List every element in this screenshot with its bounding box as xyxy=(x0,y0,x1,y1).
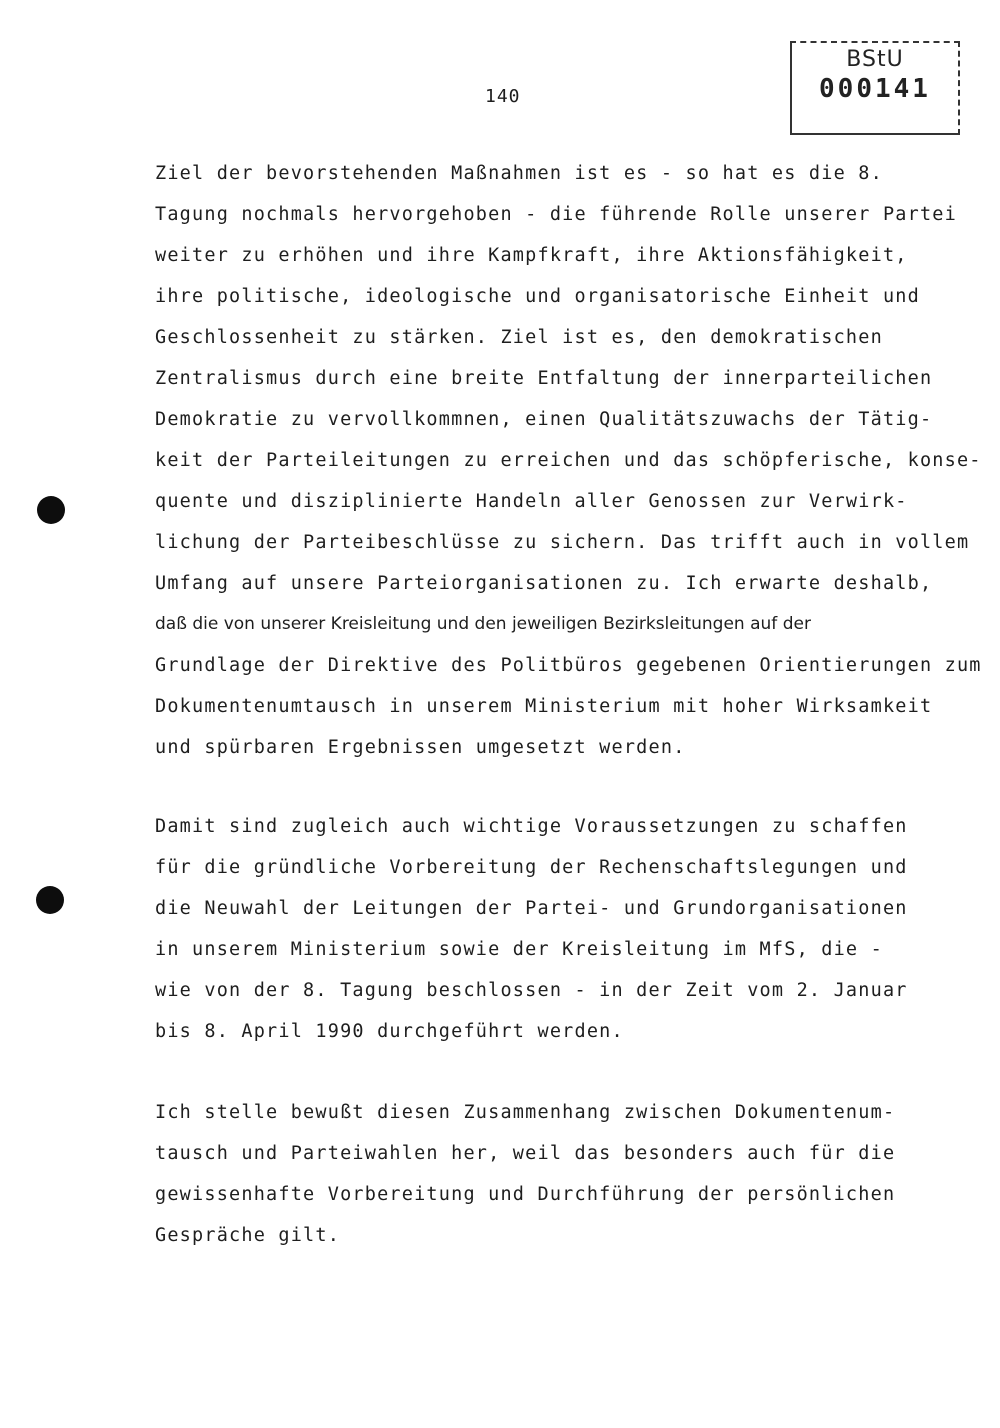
punch-hole xyxy=(36,886,64,914)
text-line: tausch und Parteiwahlen her, weil das besonders auch für die xyxy=(155,1143,896,1164)
text-line: Grundlage der Direktive des Politbüros gegebenen Orientierungen zum xyxy=(155,655,982,676)
page-number: 140 xyxy=(485,86,521,107)
text-line: Ziel der bevorstehenden Maßnahmen ist es - so hat es die 8. xyxy=(155,163,883,184)
text-line: Gespräche gilt. xyxy=(155,1225,341,1246)
text-line: keit der Parteileitungen zu erreichen und das schöpferische, konse- xyxy=(155,450,982,471)
text-line: daß die von unserer Kreisleitung und den jeweiligen Bezirksleitungen auf der xyxy=(155,614,811,634)
text-line: lichung der Parteibeschlüsse zu sichern. Das trifft auch in vollem xyxy=(155,532,970,553)
stamp-number: 000141 xyxy=(819,74,931,104)
text-line: Geschlossenheit zu stärken. Ziel ist es, den demokratischen xyxy=(155,327,883,348)
archive-stamp xyxy=(790,41,960,135)
text-line: Zentralismus durch eine breite Entfaltung der innerparteilichen xyxy=(155,368,933,389)
text-line: Ich stelle bewußt diesen Zusammenhang zwischen Dokumentenum- xyxy=(155,1102,896,1123)
text-line: bis 8. April 1990 durchgeführt werden. xyxy=(155,1021,624,1042)
stamp-title: BStU xyxy=(846,47,904,72)
punch-hole xyxy=(37,496,65,524)
text-line: weiter zu erhöhen und ihre Kampfkraft, ihre Aktionsfähigkeit, xyxy=(155,245,908,266)
paragraph-1 xyxy=(155,153,982,768)
text-line: wie von der 8. Tagung beschlossen - in der Zeit vom 2. Januar xyxy=(155,980,908,1001)
text-line: Dokumentenumtausch in unserem Ministerium mit hoher Wirksamkeit xyxy=(155,696,933,717)
text-line: gewissenhafte Vorbereitung und Durchführung der persönlichen xyxy=(155,1184,896,1205)
text-line: quente und disziplinierte Handeln aller Genossen zur Verwirk- xyxy=(155,491,908,512)
text-line: Tagung nochmals hervorgehoben - die führende Rolle unserer Partei xyxy=(155,204,957,225)
text-line: für die gründliche Vorbereitung der Rechenschaftslegungen und xyxy=(155,857,908,878)
text-line: ihre politische, ideologische und organisatorische Einheit und xyxy=(155,286,920,307)
text-line: und spürbaren Ergebnissen umgesetzt werden. xyxy=(155,737,686,758)
text-line: Demokratie zu vervollkommnen, einen Qualitätszuwachs der Tätig- xyxy=(155,409,933,430)
text-line: Umfang auf unsere Parteiorganisationen zu. Ich erwarte deshalb, xyxy=(155,573,933,594)
text-line: die Neuwahl der Leitungen der Partei- und Grundorganisationen xyxy=(155,898,908,919)
paragraph-2 xyxy=(155,806,965,1052)
paragraph-3 xyxy=(155,1092,965,1256)
text-line: Damit sind zugleich auch wichtige Voraussetzungen zu schaffen xyxy=(155,816,908,837)
text-line: in unserem Ministerium sowie der Kreisleitung im MfS, die - xyxy=(155,939,883,960)
